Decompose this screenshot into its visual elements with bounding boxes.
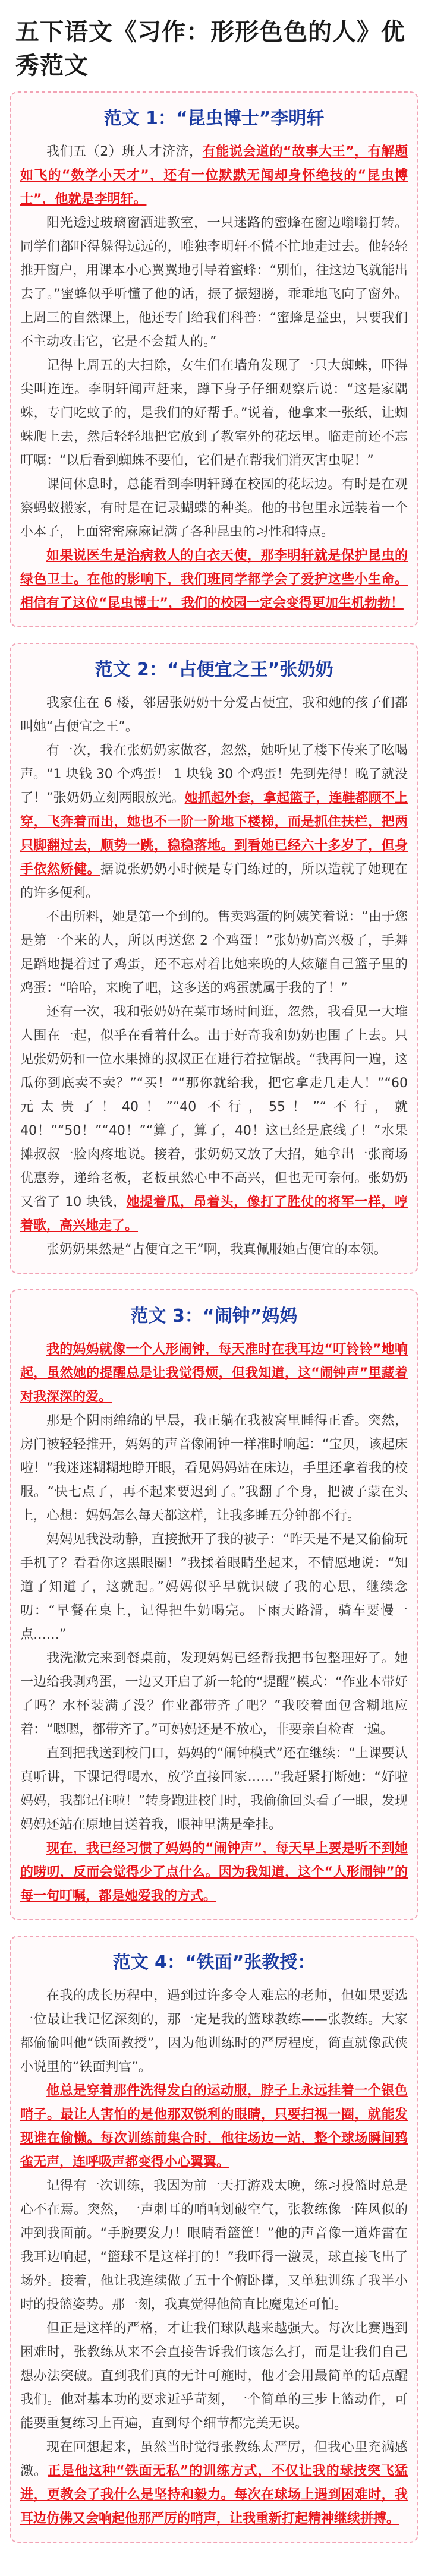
essay-list — [10, 91, 418, 2543]
essay-title: 范文 4：“铁面”张教授： — [112, 1952, 316, 1973]
essay-paragraph — [20, 211, 408, 354]
paragraph-text: 妈妈见我没动静，直接掀开了我的被子：“昨天是不是又偷偷玩手机了？看看你这黑眼圈！”我揉着眼睛坐起来，不情愿地说：“知道了知道了，这就起。”妈妈似乎早就识破了我的心思，继续念叨：“早餐在桌上，记得把牛奶喝完。下雨天路滑，骑车要慢一点……” — [20, 1532, 408, 1642]
essay-paragraph — [20, 354, 408, 473]
essay-paragraph — [20, 1742, 408, 1837]
highlighted-text: 她提着瓜，昂着头，像打了胜仗的将军一样，哼着歌，高兴地走了。 — [20, 1195, 408, 1233]
essay-section — [10, 643, 418, 1274]
highlighted-text: 他总是穿着那件洗得发白的运动服，脖子上永远挂着一个银色哨子。最让人害怕的是他那双锐利的眼睛，只要扫视一圈，就能发现谁在偷懒。每次训练前集合时，他往场边一站，整个球场瞬间鸦雀无声，连呼吸声都变得小心翼翼。 — [20, 2083, 408, 2170]
paragraph-text: 但正是这样的严格，才让我们球队越来越强大。每次比赛遇到困难时，张教练从来不会直接告诉我们该怎么打，而是让我们自己想办法突破。直到我们真的无计可施时，他才会用最简单的话点醒我们。他对基本功的要求近乎苛刻，一个简单的三步上篮动作，可能要重复练习上百遍，直到每个细节都完美无误。 — [20, 2321, 408, 2431]
essay-paragraph — [20, 2079, 408, 2174]
essay-title: 范文 3：“闹钟”妈妈 — [130, 1306, 298, 1327]
essay-paragraph — [20, 2174, 408, 2317]
highlighted-text: 我的妈妈就像一个人形闹钟，每天准时在我耳边“叮铃铃”地响起，虽然她的提醒总是让我觉得烦，但我知道，这“闹钟声”里藏着对我深深的爱。 — [20, 1342, 408, 1404]
paragraph-text: 阳光透过玻璃窗洒进教室，一只迷路的蜜蜂在窗边嗡嗡打转。同学们都吓得躲得远远的，唯独李明轩不慌不忙地走过去。他轻轻推开窗户，用课本小心翼翼地引导着蜜蜂：“别怕，往这边飞就能出去了。”蜜蜂似乎听懂了他的话，振了振翅膀，乖乖地飞向了窗外。上周三的自然课上，他还专门给我们科普：“蜜蜂是益虫，只要我们不主动攻击它，它是不会蜇人的。” — [20, 216, 408, 349]
paragraph-text: 记得上周五的大扫除，女生们在墙角发现了一只大蜘蛛，吓得尖叫连连。李明轩闻声赶来，蹲下身子仔细观察后说：“这是家隅蛛，专门吃蚊子的，是我们的好帮手。”说着，他拿来一张纸，让蜘蛛爬上去，然后轻轻地把它放到了教室外的花坛里。临走前还不忘叮嘱：“以后看到蜘蛛不要怕，它们是在帮我们消灭害虫呢！” — [20, 358, 408, 468]
paragraph-text: 课间休息时，总能看到李明轩蹲在校园的花坛边。有时是在观察蚂蚁搬家，有时是在记录蝴蝶的种类。他的书包里永远装着一个小本子，上面密密麻麻记满了各种昆虫的习性和特点。 — [20, 477, 408, 539]
paragraph-text: 张奶奶果然是“占便宜之王”啊，我真佩服她占便宜的本领。 — [46, 1242, 387, 1257]
paragraph-text: 现在回想起来，虽然当时觉得张教练太严厉，但我心里充满感激。 — [20, 2440, 408, 2479]
essay-paragraph — [20, 1238, 408, 1262]
essay-paragraph — [20, 905, 408, 1000]
highlighted-text: 有能说会道的“故事大王”，有解题如飞的“数学小天才”，还有一位默默无闻却身怀绝技的“昆虫博士”，他就是李明轩。 — [20, 144, 408, 207]
essay-paragraph — [20, 692, 408, 739]
essay-paragraph — [20, 140, 408, 211]
essay-paragraph — [20, 1528, 408, 1647]
paragraph-text: 不出所料，她是第一个到的。售卖鸡蛋的阿姨笑着说：“由于您是第一个来的人，所以再送您 2 个鸡蛋！”张奶奶高兴极了，手舞足蹈地提着过了鸡蛋，还不忘对着比她来晚的人炫耀自己篮子里的鸡蛋：“哈哈，来晚了吧，这多送的鸡蛋就属于我的了！” — [20, 910, 408, 996]
essay-paragraph — [20, 739, 408, 905]
paragraph-text: 我洗漱完来到餐桌前，发现妈妈已经帮我把书包整理好了。她一边给我剥鸡蛋，一边又开启了新一轮的“提醒”模式：“作业本带好了吗？水杯装满了没？作业都带齐了吧？”我咬着面包含糊地应着：“嗯嗯，都带齐了。”可妈妈还是不放心，非要亲自检查一遍。 — [20, 1651, 408, 1737]
essay-paragraph — [20, 1647, 408, 1742]
highlighted-text: 如果说医生是治病救人的白衣天使，那李明轩就是保护昆虫的绿色卫士。在他的影响下，我们班同学都学会了爱护这些小生命。相信有了这位“昆虫博士”，我们的校园一定会变得更加生机勃勃！ — [20, 548, 408, 611]
essay-paragraph — [20, 473, 408, 544]
essay-paragraph — [20, 1409, 408, 1528]
page-title: 五下语文《习作：形形色色的人》优秀范文 — [15, 18, 405, 80]
essay-title: 范文 1：“昆虫博士”李明轩 — [103, 108, 325, 129]
highlighted-text: 正是他这种“铁面无私”的训练方式，不仅让我的球技突飞猛进，更教会了我什么是坚持和毅力。每次在球场上遇到困难时，我耳边仿佛又会响起他那严厉的哨声，让我重新打起精神继续拼搏。 — [20, 2464, 408, 2526]
essay-paragraph — [20, 544, 408, 615]
essay-paragraph — [20, 1000, 408, 1238]
paragraph-text: 那是个阴雨绵绵的早晨，我正躺在我被窝里睡得正香。突然，房门被轻轻推开，妈妈的声音像闹钟一样准时响起：“宝贝，该起床啦！”我迷迷糊糊地睁开眼，看见妈妈站在床边，手里还拿着我的校服。“快七点了，再不起来要迟到了。”我翻了个身，把被子蒙在头上，心想：妈妈怎么每天都这样，让我多睡五分钟都不行。 — [20, 1413, 408, 1523]
essay-paragraph — [20, 2436, 408, 2531]
essay-section — [10, 1936, 418, 2543]
essay-paragraph — [20, 1837, 408, 1908]
paragraph-text: 我们五（2）班人才济济， — [46, 144, 203, 159]
essay-title: 范文 2：“占便宜之王”张奶奶 — [95, 659, 333, 680]
paragraph-text: 在我的成长历程中，遇到过许多令人难忘的老师，但如果要选一位最让我记忆深刻的，那一定是我的篮球教练——张教练。大家都偷偷叫他“铁面教授”，因为他训练时的严厉程度，简直就像武侠小说里的“铁面判官”。 — [20, 1988, 408, 2075]
essay-paragraph — [20, 2317, 408, 2436]
paragraph-text: 据说张奶奶小时候是专门练过的，所以造就了她现在的许多便利。 — [20, 862, 408, 901]
paragraph-text: 我家住在 6 楼，邻居张奶奶十分爱占便宜，我和她的孩子们都叫她“占便宜之王”。 — [20, 696, 408, 734]
essay-paragraph — [20, 1984, 408, 2079]
essay-section — [10, 91, 418, 627]
essay-section — [10, 1289, 418, 1920]
paragraph-text: 直到把我送到校门口，妈妈的“闹钟模式”还在继续：“上课要认真听讲，下课记得喝水，放学直接回家……”我赶紧打断她：“好啦妈妈，我都记住啦！”转身跑进校门时，我偷偷回头看了一眼，发现妈妈还站在原地目送着我，眼神里满是牵挂。 — [20, 1746, 408, 1832]
highlighted-text: 现在，我已经习惯了妈妈的“闹钟声”，每天早上要是听不到她的唠叨，反而会觉得少了点什么。因为我知道，这个“人形闹钟”的每一句叮嘱，都是她爱我的方式。 — [20, 1841, 408, 1903]
paragraph-text: 有一次，我在张奶奶家做客，忽然，她听见了楼下传来了吆喝声。“1 块钱 30 个鸡蛋！ 1 块钱 30 个鸡蛋！先到先得！晚了就没了！”张奶奶立刻两眼放光。 — [20, 743, 408, 806]
paragraph-text: 记得有一次训练，我因为前一天打游戏太晚，练习投篮时总是心不在焉。突然，一声刺耳的哨响划破空气，张教练像一阵风似的冲到我面前。“手腕要发力！眼睛看篮筐！”他的声音像一道炸雷在我耳边响起，“篮球不是这样打的！”我吓得一激灵，球直接飞出了场外。接着，他让我连续做了五十个俯卧撑，又单独训练了我半小时的投篮姿势。那一刻，我真觉得他简直比魔鬼还可怕。 — [20, 2179, 408, 2312]
essay-paragraph — [20, 1338, 408, 1409]
paragraph-text: 还有一次，我和张奶奶在菜市场时间逛，忽然，我看见一大堆人围在一起，似乎在看着什么。出于好奇我和奶奶也围了上去。只见张奶奶和一位水果摊的叔叔正在进行着拉锯战。“我再问一遍，这瓜你到底卖不卖？”“买！”“那你就给我，把它拿走几走人！”“60 元太贵了！40！”“40 不行，55！”“不行，就 40！”“50！”“40！”“算了，算了，40！这已经是底线了！”水果摊叔叔一脸肉疼地说。接着，张奶奶又放了大招，她拿出一张商场优惠券，递给老板，老板虽然心中不高兴，但也无可奈何。张奶奶又省了 10 块钱， — [20, 1005, 408, 1210]
highlighted-text: 她抓起外套，拿起篮子，连鞋都顾不上穿，飞奔着而出，她也不一阶一阶地下楼梯，而是抓住扶栏，把两只脚翻过去，顺势一跳，稳稳落地。到看她已经六十多岁了，但身手依然矫健。 — [20, 791, 408, 877]
